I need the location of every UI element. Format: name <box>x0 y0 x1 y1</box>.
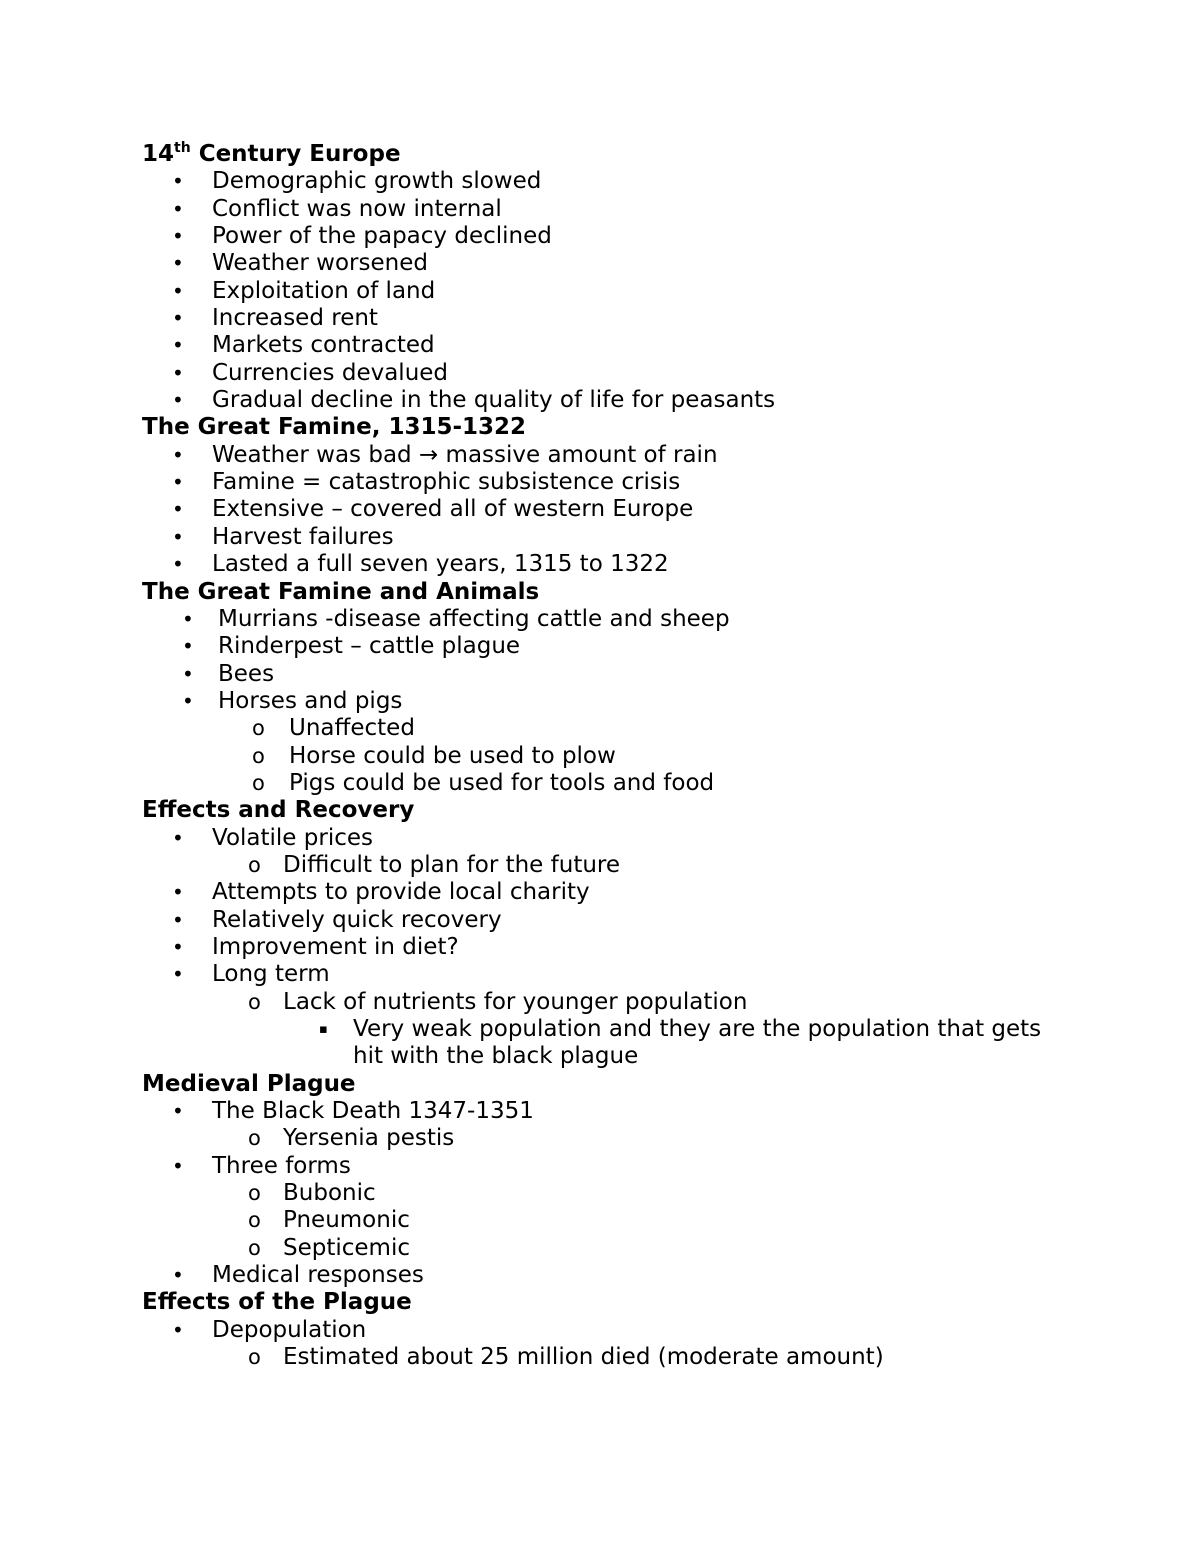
heading-text-rest: Century Europe <box>190 141 401 167</box>
circle-bullet-icon: o <box>248 1208 261 1233</box>
list-item <box>142 1153 1142 1180</box>
list-item <box>142 606 1142 633</box>
sub-list-item-text: Unaffected <box>289 715 415 742</box>
sub-sub-list-item-text: hit with the black plague <box>353 1043 639 1070</box>
circle-bullet-icon: o <box>248 989 261 1014</box>
bullet-icon: • <box>172 1153 184 1178</box>
circle-bullet-icon: o <box>248 1235 261 1260</box>
circle-bullet-icon: o <box>248 1345 261 1370</box>
list-item-text: Power of the papacy declined <box>212 223 552 250</box>
bullet-icon: • <box>172 333 184 358</box>
circle-bullet-icon: o <box>252 770 265 795</box>
sub-list-item-text: Horse could be used to plow <box>289 742 616 769</box>
list-item-text: Weather was bad → massive amount of rain <box>212 441 718 468</box>
section-heading: Effects and Recovery <box>142 797 415 824</box>
list-item-text: Weather worsened <box>212 250 428 277</box>
list-item-text: Depopulation <box>212 1316 367 1343</box>
list-item-text: Horses and pigs <box>218 687 403 714</box>
bullet-icon: • <box>172 1263 184 1288</box>
bullet-icon: • <box>182 606 194 631</box>
heading-text: 14 <box>142 141 175 167</box>
list-item <box>142 469 1142 496</box>
list-item-text: Exploitation of land <box>212 277 436 304</box>
section-heading: Effects of the Plague <box>142 1289 412 1316</box>
sub-sub-list-item-text: Very weak population and they are the population that gets <box>353 1016 1042 1042</box>
list-item-text: Currencies devalued <box>212 359 449 386</box>
sub-list-item <box>142 1344 1142 1371</box>
bullet-icon: • <box>172 524 184 549</box>
list-item-text: Relatively quick recovery <box>212 906 502 933</box>
sub-list-item <box>142 1235 1142 1262</box>
bullet-icon: • <box>172 1099 184 1124</box>
bullet-icon: • <box>172 306 184 331</box>
sub-list-item-text: Yersenia pestis <box>283 1125 455 1152</box>
list-item <box>142 661 1142 688</box>
sub-list-item <box>142 715 1142 742</box>
square-bullet-icon: ▪ <box>319 1022 328 1037</box>
list-item-text: Gradual decline in the quality of life for peasants <box>212 387 776 414</box>
list-item-text: Bees <box>218 660 275 687</box>
bullet-icon: • <box>182 688 194 713</box>
section-heading <box>142 141 1142 168</box>
list-item <box>142 360 1142 387</box>
bullet-icon: • <box>172 962 184 987</box>
list-item <box>142 1262 1142 1289</box>
notes-body <box>142 141 1142 1371</box>
list-item <box>142 961 1142 988</box>
section-heading: The Great Famine, 1315-1322 <box>142 414 527 441</box>
list-item <box>142 223 1142 250</box>
bullet-icon: • <box>172 497 184 522</box>
sub-list-item-text: Pneumonic <box>283 1207 410 1234</box>
sub-list-item-text: Estimated about 25 million died (moderate amount) <box>283 1344 884 1371</box>
list-item-text: Rinderpest – cattle plague <box>218 633 521 660</box>
bullet-icon: • <box>172 552 184 577</box>
list-item <box>142 1317 1142 1344</box>
circle-bullet-icon: o <box>252 716 265 741</box>
list-item <box>142 633 1142 660</box>
sub-list-item-text: Lack of nutrients for younger population <box>283 988 748 1015</box>
bullet-icon: • <box>172 388 184 413</box>
bullet-icon: • <box>172 825 184 850</box>
list-item <box>142 305 1142 332</box>
list-item <box>142 879 1142 906</box>
bullet-icon: • <box>172 907 184 932</box>
bullet-icon: • <box>182 634 194 659</box>
list-item <box>142 551 1142 578</box>
bullet-icon: • <box>182 661 194 686</box>
bullet-icon: • <box>172 1317 184 1342</box>
list-item-text: Increased rent <box>212 305 378 332</box>
list-item <box>142 524 1142 551</box>
list-item <box>142 168 1142 195</box>
list-item-text: Markets contracted <box>212 332 435 359</box>
list-item-text: Lasted a full seven years, 1315 to 1322 <box>212 551 669 578</box>
sub-list-item <box>142 852 1142 879</box>
heading-superscript: th <box>174 140 191 156</box>
list-item <box>142 332 1142 359</box>
list-item-text: Attempts to provide local charity <box>212 879 590 906</box>
list-item-text: Demographic growth slowed <box>212 168 542 195</box>
list-item-text: Volatile prices <box>212 824 373 851</box>
list-item <box>142 825 1142 852</box>
circle-bullet-icon: o <box>248 1126 261 1151</box>
list-item <box>142 387 1142 414</box>
sub-list-item-text: Bubonic <box>283 1180 376 1207</box>
bullet-icon: • <box>172 224 184 249</box>
list-item <box>142 278 1142 305</box>
circle-bullet-icon: o <box>248 1181 261 1206</box>
list-item <box>142 907 1142 934</box>
bullet-icon: • <box>172 278 184 303</box>
list-item-text: Conflict was now internal <box>212 195 502 222</box>
list-item-text: Extensive – covered all of western Europe <box>212 496 694 523</box>
list-item-text: Long term <box>212 961 330 988</box>
sub-list-item <box>142 1180 1142 1207</box>
sub-list-item <box>142 743 1142 770</box>
bullet-icon: • <box>172 880 184 905</box>
sub-list-item-text: Difficult to plan for the future <box>283 851 621 878</box>
list-item-text: Three forms <box>212 1152 351 1179</box>
list-item <box>142 250 1142 277</box>
bullet-icon: • <box>172 169 184 194</box>
bullet-icon: • <box>172 934 184 959</box>
sub-list-item <box>142 1207 1142 1234</box>
sub-sub-list-item <box>142 1016 1142 1043</box>
list-item <box>142 934 1142 961</box>
sub-list-item <box>142 1125 1142 1152</box>
list-item-text: Famine = catastrophic subsistence crisis <box>212 469 681 496</box>
list-item-text: Improvement in diet? <box>212 933 459 960</box>
section-heading: Medieval Plague <box>142 1070 356 1097</box>
list-item-text: Harvest failures <box>212 523 394 550</box>
list-item-text: The Black Death 1347-1351 <box>212 1098 534 1125</box>
circle-bullet-icon: o <box>252 743 265 768</box>
sub-list-item <box>142 770 1142 797</box>
list-item-text: Murrians -disease affecting cattle and sheep <box>218 605 730 632</box>
bullet-icon: • <box>172 470 184 495</box>
bullet-icon: • <box>172 442 184 467</box>
list-item-text: Medical responses <box>212 1262 424 1289</box>
list-item <box>142 196 1142 223</box>
list-item <box>142 496 1142 523</box>
circle-bullet-icon: o <box>248 852 261 877</box>
sub-list-item-text: Septicemic <box>283 1234 410 1261</box>
bullet-icon: • <box>172 251 184 276</box>
sub-list-item-text: Pigs could be used for tools and food <box>289 769 715 796</box>
sub-list-item <box>142 989 1142 1016</box>
sub-sub-list-item-continuation <box>142 1043 1142 1070</box>
section-heading: The Great Famine and Animals <box>142 578 540 605</box>
list-item <box>142 442 1142 469</box>
list-item <box>142 688 1142 715</box>
bullet-icon: • <box>172 360 184 385</box>
bullet-icon: • <box>172 196 184 221</box>
list-item <box>142 1098 1142 1125</box>
